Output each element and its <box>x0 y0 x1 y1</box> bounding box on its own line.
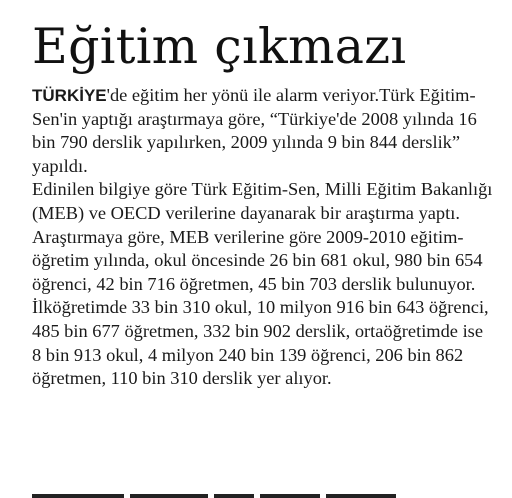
lead-paragraph <box>32 84 496 178</box>
cropped-next-heading <box>32 486 442 498</box>
news-article <box>32 16 496 391</box>
article-headline: Eğitim çıkmazı <box>32 18 407 75</box>
body-paragraph: Edinilen bilgiye göre Türk Eğitim-Sen, Milli Eğitim Bakanlığı (MEB) ve OECD verilerine dayanarak bir araştırma yaptı. Araştırmaya göre, MEB verilerine göre 2009-2010 eğitim-öğretim yılında, okul öncesinde 26 bin 681 okul, 980 bin 654 öğrenci, 42 bin 716 öğretmen, 45 bin 703 derslik bulunuyor. İlköğretimde 33 bin 310 okul, 10 milyon 916 bin 643 öğrenci, 485 bin 677 öğretmen, 332 bin 902 derslik, ortaöğretimde ise 8 bin 913 okul, 4 milyon 240 bin 139 öğrenci, 206 bin 862 öğretmen, 110 bin 310 derslik yer alıyor. <box>32 179 493 389</box>
article-body <box>32 84 496 391</box>
lead-paragraph-text: 'de eğitim her yönü ile alarm veriyor.Türk Eğitim-Sen'in yaptığı araştırmaya göre, “Türkiye'de 2008 yılında 16 bin 790 derslik yapılırken, 2009 yılında 9 bin 844 derslik” yapıldı. <box>32 85 477 176</box>
lead-word: TÜRKİYE <box>32 86 107 105</box>
